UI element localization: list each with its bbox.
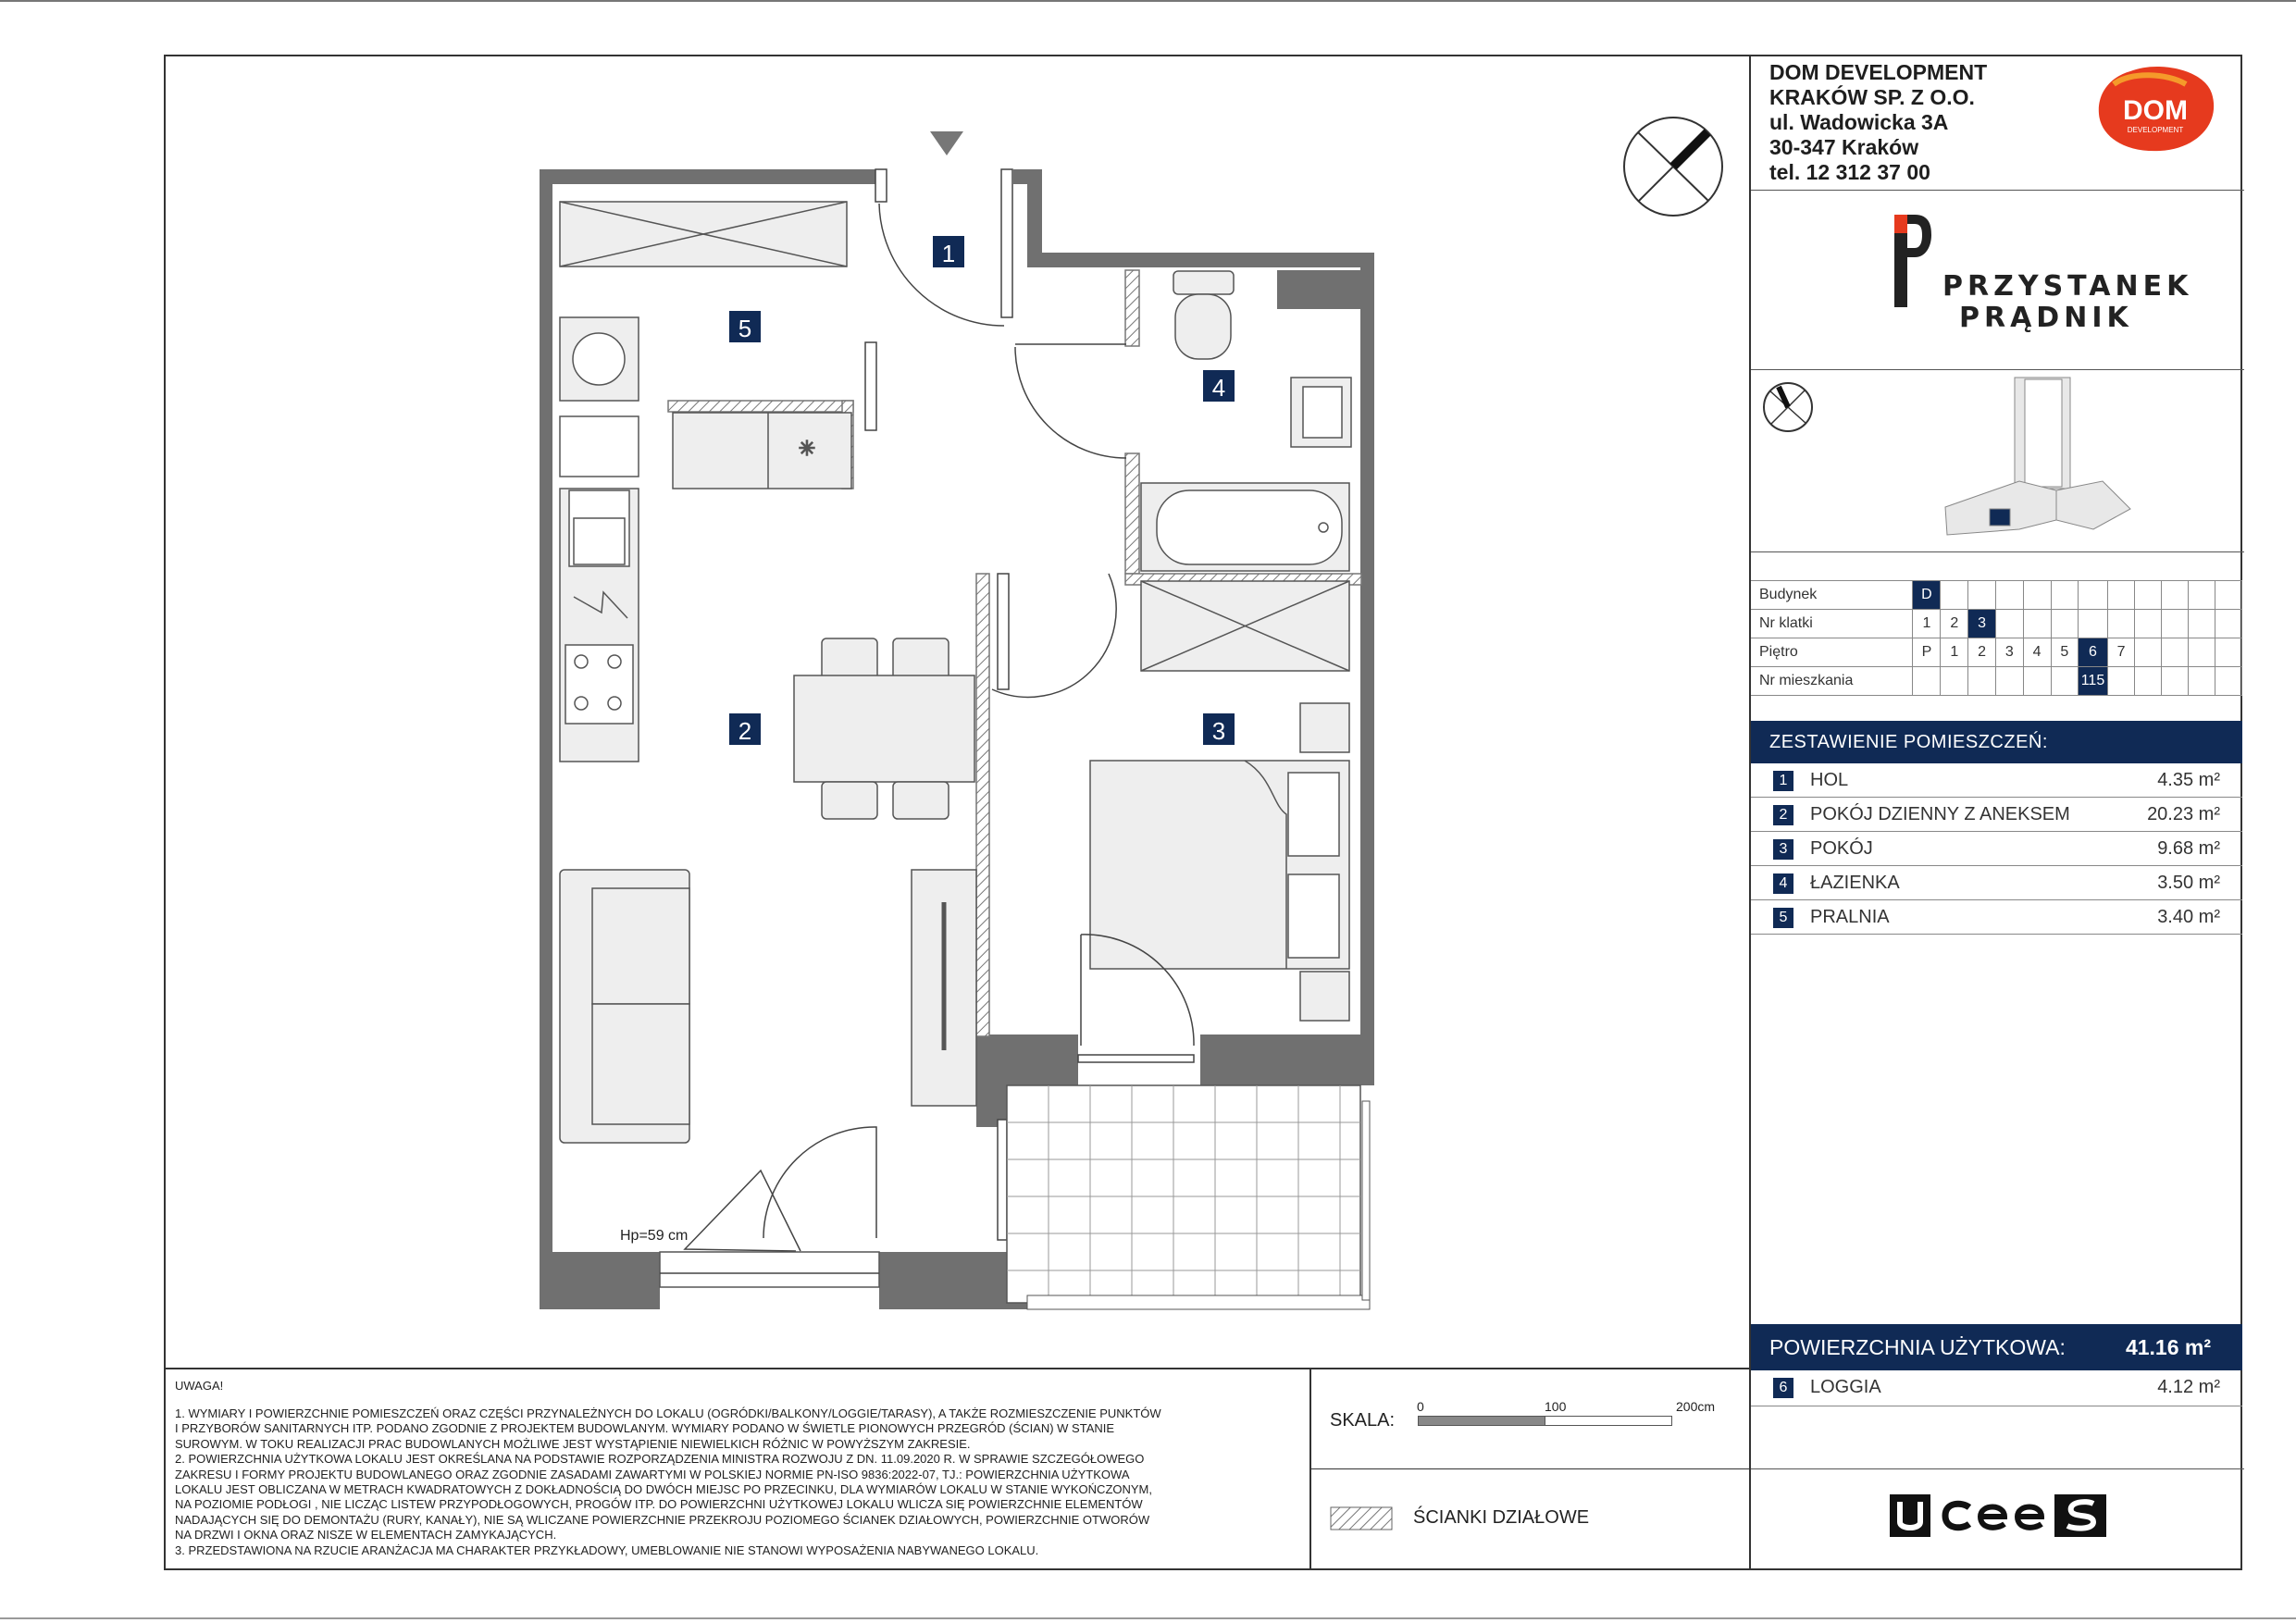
notes-title: UWAGA! [175,1379,224,1393]
info-cell: P [1913,638,1941,667]
info-cell [1968,581,1996,610]
hatch-legend-icon [1330,1506,1393,1530]
loggia-number: 6 [1773,1378,1793,1398]
room-area: 9.68 m² [2157,838,2220,859]
info-cell: 6 [2079,638,2107,667]
info-table-row [1751,638,2242,667]
info-cell: 1 [1941,638,1968,667]
info-cell [2215,610,2242,638]
info-cell: D [1913,581,1941,610]
project-title-1: PRZYSTANEK [1942,270,2193,303]
info-cell [2189,610,2215,638]
info-row-label: Budynek [1751,581,1913,610]
info-cell [2023,581,2051,610]
scale-tick-100: 100 [1545,1399,1567,1414]
info-cell [2079,610,2107,638]
fridge-space [560,416,639,477]
notes-body [175,1406,1299,1558]
divider [1751,551,2244,552]
svg-text:3: 3 [1211,717,1226,745]
bathroom-fixtures [1141,271,1351,571]
info-cell [2162,610,2189,638]
info-cell: 3 [1995,638,2023,667]
info-cell: 5 [2051,638,2079,667]
usable-area-total [1751,1324,2242,1370]
note-line: NA DRZWI I OKNA ORAZ NISZE W ELEMENTACH ZAMYKAJĄCYCH. [175,1528,557,1542]
info-cell: 4 [2023,638,2051,667]
room-row [1751,763,2242,798]
dom-development-logo [2093,66,2218,154]
info-row-label: Piętro [1751,638,1913,667]
info-cell [1941,667,1968,696]
scale-bar-light [1545,1416,1672,1426]
info-cell: 1 [1913,610,1941,638]
room-row [1751,900,2242,935]
loggia-row [1751,1370,2242,1406]
dom-logo-main: DOM [2123,95,2188,126]
info-cell: 3 [1968,610,1996,638]
company-street: ul. Wadowicka 3A [1769,110,1949,134]
info-cell: 115 [2079,667,2107,696]
room-number: 2 [1773,805,1793,825]
company-name-2: KRAKÓW SP. Z O.O. [1769,85,1975,109]
info-cell: 7 [2107,638,2135,667]
company-city: 30-347 Kraków [1769,135,1919,159]
building-outline [1945,378,2130,535]
hp-label: Hp=59 cm [620,1228,689,1244]
info-cell [2107,581,2135,610]
sofa [560,870,689,1143]
info-cell [1995,610,2023,638]
info-cell [2107,610,2135,638]
info-cell [2051,581,2079,610]
info-cell: 2 [1968,638,1996,667]
info-cell [2135,638,2162,667]
svg-text:✳: ✳ [798,437,816,460]
project-title-2: PRĄDNIK [1959,302,2133,334]
building-info-table [1751,580,2242,696]
info-table-row [1751,610,2242,638]
dom-logo-sub: DEVELOPMENT [2127,126,2184,134]
washing-machine-icon [560,317,639,401]
info-cell [2162,638,2189,667]
notes-block [164,1368,1311,1570]
loggia-floor-grid [1007,1085,1370,1309]
scale-label: SKALA: [1330,1410,1396,1431]
svg-text:2: 2 [738,717,752,745]
project-logo [1751,191,2244,369]
room-number: 1 [1773,771,1793,791]
info-cell [2135,667,2162,696]
info-cell [1913,667,1941,696]
info-cell [2079,581,2107,610]
floor-plan [164,55,1749,1368]
company-name-1: DOM DEVELOPMENT [1769,60,1988,84]
tv-cabinet [912,870,976,1106]
scale-bar-dark [1418,1416,1545,1426]
info-cell [2215,667,2242,696]
bottom-edge-line [0,1617,2296,1619]
scale-tick-0: 0 [1417,1399,1424,1414]
info-cell [2189,638,2215,667]
info-cell [2162,581,2189,610]
svg-text:1: 1 [941,240,956,267]
note-line: NA POZIOMIE PODŁOGI , NIE LICZĄC LISTEW PRZYPODŁOGOWYCH, PROGÓW ITP. DO POWIERZCHNI UŻYTKOWEJ LOKALU WLICZA SIĘ POWIERZCHNIE ELEMENTÓW [175,1497,1143,1512]
note-line: SUROWYM. W TOKU REALIZACJI PRAC BUDOWLANYCH MOŻLIWE JEST WYSTĄPIENIE NIEWIELKICH RÓŻNIC W POWYŻSZYM ZAKRESIE. [175,1436,971,1451]
info-table-row [1751,581,2242,610]
usable-area-value: 41.16 m² [2125,1335,2211,1359]
info-cell [2189,581,2215,610]
scale-tick-200: 200cm [1676,1399,1716,1414]
north-arrow-icon [1624,118,1722,216]
info-cell [2189,667,2215,696]
info-table-row [1751,667,2242,696]
info-cell [1995,667,2023,696]
room-row [1751,866,2242,900]
key-plan [1751,370,2244,551]
loggia-area: 4.12 m² [2157,1377,2220,1397]
usable-area-label: POWIERZCHNIA UŻYTKOWA: [1769,1335,2066,1359]
project-logo-p-icon [1894,215,1931,307]
rooms-header: ZESTAWIENIE POMIESZCZEŃ: [1751,721,2242,763]
loggia-name: LOGGIA [1810,1377,1881,1397]
room-area: 4.35 m² [2157,770,2220,790]
note-line: ZAKRESU I FORMY PROJEKTU BUDOWLANEGO ORAZ ZGODNIE ZASADAMI ZAWARTYMI W POLSKIEJ NORMIE PN-ISO 9836:2022-07, TJ.: POWIERZCHNIA UŻYTKOWA [175,1467,1130,1481]
top-edge-line [0,0,2296,2]
info-row-label: Nr klatki [1751,610,1913,638]
info-cell [2051,667,2079,696]
room-number: 3 [1773,839,1793,860]
room-area: 20.23 m² [2147,804,2220,824]
info-panel [1749,55,2242,1570]
info-cell [2162,667,2189,696]
info-cell: 2 [1941,610,1968,638]
info-cell [2051,610,2079,638]
info-cell [2107,667,2135,696]
note-line: I PRZYBORÓW SANITARNYCH ITP. PODANO ZGODNIE Z PROJEKTEM BUDOWLANYM. WYMIARY PODANO W ŚWIETLE PIONOWYCH PRZEGRÓD (ŚCIAN) W STANIE [175,1421,1115,1436]
room-number: 4 [1773,873,1793,894]
company-phone: tel. 12 312 37 00 [1769,160,1930,184]
info-cell [2135,581,2162,610]
note-line: 1. WYMIARY I POWIERZCHNIE POMIESZCZEŃ ORAZ CZĘŚCI PRZYNALEŻNYCH DO LOKALU (OGRÓDKI/BALKONY/LOGGIE/TARASY), A TAKŻE ROZMIESZCZENIE PUNKTÓW [175,1406,1161,1420]
ucees-logo [1888,1487,2110,1542]
entrance-marker-icon [930,131,963,155]
room-name: ŁAZIENKA [1810,873,1900,893]
scale-block [1311,1368,1749,1469]
room-number: 5 [1773,908,1793,928]
company-address [1769,60,1987,185]
note-line: 3. PRZEDSTAWIONA NA RZUCIE ARANŻACJA MA CHARAKTER PRZYKŁADOWY, UMEBLOWANIE NIE STANOWI WYPOSAŻENIA NABYWANEGO LOKALU. [175,1542,1039,1557]
info-cell [2215,638,2242,667]
info-cell [1968,667,1996,696]
room-name: POKÓJ [1810,838,1873,859]
bed [1090,761,1349,969]
room-name: POKÓJ DZIENNY Z ANEKSEM [1810,804,2070,824]
info-cell [2023,667,2051,696]
info-cell [1995,581,2023,610]
small-north-arrow-icon [1764,383,1812,431]
room-row [1751,832,2242,866]
note-line: NADAJĄCYCH SIĘ DO DEMONTAŻU (RURY, KANAŁY), NIE SĄ WLICZANE POWIERZCHNIE PRZEKROJU POZIOMEGO ŚCIANEK DZIAŁOWYCH, POWIERZCHNIE OTWORÓW [175,1512,1150,1527]
room-row [1751,798,2242,832]
info-row-label: Nr mieszkania [1751,667,1913,696]
room-area: 3.40 m² [2157,907,2220,927]
note-line: 2. POWIERZCHNIA UŻYTKOWA LOKALU JEST OKREŚLANA NA PODSTAWIE ROZPORZĄDZENIA MINISTRA ROZWOJU Z DN. 11.09.2020 R. W SPRAWIE SZCZEGÓŁOWEGO [175,1452,1145,1467]
laundry-shelf [560,202,847,266]
svg-text:4: 4 [1211,374,1226,402]
legend-block [1311,1469,1749,1570]
room-name: PRALNIA [1810,907,1890,927]
note-line: LOKALU JEST OBLICZANA W METRACH KWADRATOWYCH Z DOKŁADNOŚCIĄ DO DWÓCH MIEJSC PO PRZECINKU, DLA WYMIARÓW LOKALU W STANIE WYKOŃCZONYM, [175,1482,1153,1497]
room-area: 3.50 m² [2157,873,2220,893]
info-cell [2215,581,2242,610]
room-name: HOL [1810,770,1849,790]
info-cell [2023,610,2051,638]
dining-table [794,638,974,819]
legend-label: ŚCIANKI DZIAŁOWE [1413,1507,1590,1528]
divider [1751,1468,2244,1469]
info-cell [1941,581,1968,610]
svg-text:5: 5 [738,315,752,342]
info-cell [2135,610,2162,638]
